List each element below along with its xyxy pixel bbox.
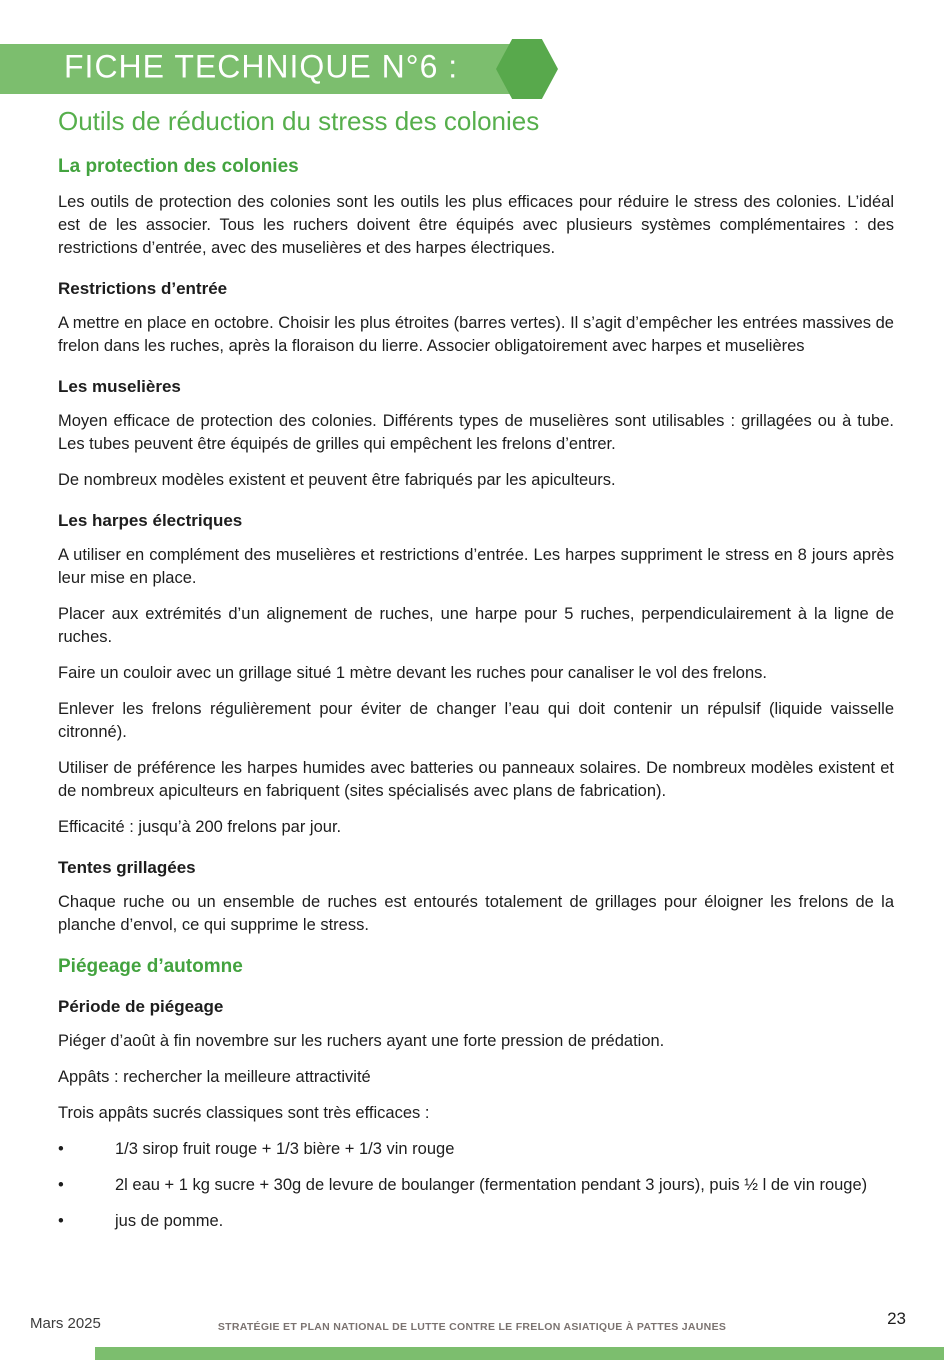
- subheading-muselieres: Les muselières: [58, 377, 181, 396]
- bullet-icon: •: [58, 1176, 64, 1194]
- paragraph-periode-1: Piéger d’août à fin novembre sur les ruchers ayant une forte pression de prédation.: [58, 1032, 665, 1050]
- paragraph-harpes-6: Efficacité : jusqu’à 200 frelons par jour.: [58, 818, 342, 836]
- paragraph-harpes-1: A utiliser en complément des muselières et restrictions d’entrée. Les harpes suppriment le stress en 8 jours après leur mise en place.: [58, 546, 894, 587]
- page-title: FICHE TECHNIQUE N°6 :: [64, 48, 459, 85]
- paragraph-muselieres-1: Moyen efficace de protection des colonies. Différents types de muselières sont utilisables : grillagées ou à tube. Les tubes peuvent être équipés de grilles qui empêchent les frelons d’entrer.: [58, 412, 894, 453]
- page-subtitle: Outils de réduction du stress des colonies: [58, 106, 540, 136]
- list-item: [58, 1174, 894, 1197]
- paragraph-periode-3: Trois appâts sucrés classiques sont très efficaces :: [58, 1104, 430, 1122]
- list-item: [58, 1210, 894, 1233]
- list-item-text: jus de pomme.: [115, 1212, 224, 1230]
- paragraph-restrictions: A mettre en place en octobre. Choisir les plus étroites (barres vertes). Il s’agit d’empêcher les entrées massives de frelon dans les ruches, après la floraison du lierre. Associer obligatoirement avec harpes et muselières: [58, 314, 894, 355]
- subheading-periode: Période de piégeage: [58, 997, 224, 1016]
- paragraph-harpes-2: Placer aux extrémités d’un alignement de ruches, une harpe pour 5 ruches, perpendiculairement à la ligne de ruches.: [58, 605, 894, 646]
- page-header: [0, 44, 944, 94]
- bullet-icon: •: [58, 1212, 64, 1230]
- paragraph-periode-2: Appâts : rechercher la meilleure attractivité: [58, 1068, 371, 1086]
- bullet-icon: •: [58, 1140, 64, 1158]
- paragraph-muselieres-2: De nombreux modèles existent et peuvent être fabriqués par les apiculteurs.: [58, 471, 616, 489]
- paragraph-harpes-4: Enlever les frelons régulièrement pour éviter de changer l’eau qui doit contenir un répulsif (liquide vaisselle citronné).: [58, 700, 894, 741]
- subheading-tentes: Tentes grillagées: [58, 858, 196, 877]
- section-heading-protection: La protection des colonies: [58, 156, 299, 177]
- paragraph-harpes-5: Utiliser de préférence les harpes humides avec batteries ou panneaux solaires. De nombreux modèles existent et de nombreux apiculteurs en fabriquent (sites spécialisés avec plans de fabrication).: [58, 759, 894, 800]
- title-banner: [0, 44, 524, 94]
- paragraph-tentes: Chaque ruche ou un ensemble de ruches est entourés totalement de grillages pour éloigner les frelons de la planche d’envol, ce qui supprime le stress.: [58, 893, 894, 934]
- list-item-text: 2l eau + 1 kg sucre + 30g de levure de boulanger (fermentation pendant 3 jours), puis ½ l de vin rouge): [115, 1176, 868, 1194]
- bottom-green-bar: [95, 1347, 944, 1360]
- paragraph-protection-intro: Les outils de protection des colonies sont les outils les plus efficaces pour réduire le stress des colonies. L’idéal est de les associer. Tous les ruchers doivent être équipés avec plusieurs systèmes complémentaires : des restrictions d’entrée, avec des muselières et des harpes électriques.: [58, 193, 894, 257]
- subheading-harpes: Les harpes électriques: [58, 511, 243, 530]
- page-footer: [0, 1309, 944, 1343]
- list-item-text: 1/3 sirop fruit rouge + 1/3 bière + 1/3 vin rouge: [115, 1140, 455, 1158]
- section-heading-piegeage: Piégeage d’automne: [58, 956, 243, 977]
- paragraph-harpes-3: Faire un couloir avec un grillage situé 1 mètre devant les ruches pour canaliser le vol des frelons.: [58, 664, 767, 682]
- subheading-restrictions: Restrictions d’entrée: [58, 279, 228, 298]
- footer-document-title: STRATÉGIE ET PLAN NATIONAL DE LUTTE CONTRE LE FRELON ASIATIQUE À PATTES JAUNES: [217, 1321, 727, 1333]
- page-number: 23: [887, 1309, 906, 1328]
- footer-date: Mars 2025: [30, 1315, 101, 1332]
- list-item: [58, 1138, 894, 1161]
- document-body: [0, 106, 944, 1233]
